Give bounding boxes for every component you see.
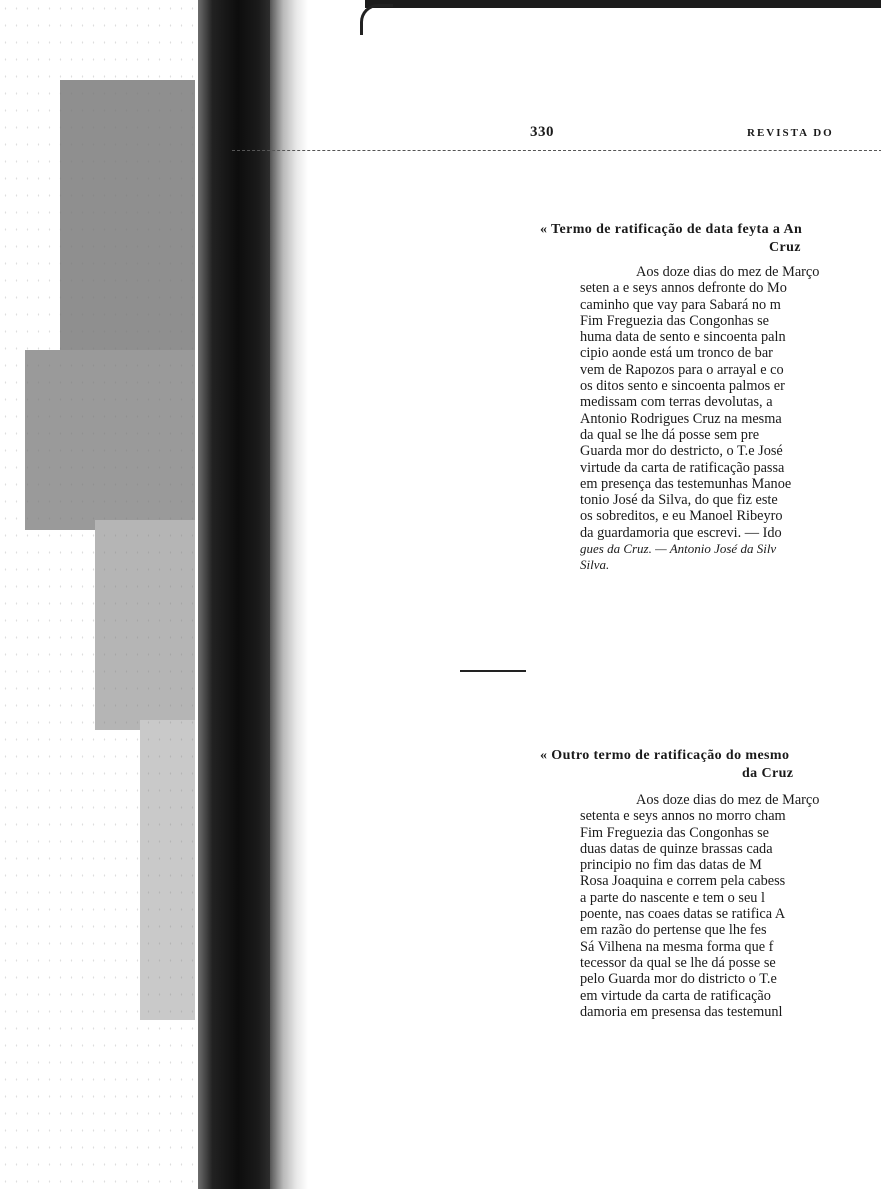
running-head: REVISTA DO (747, 127, 834, 139)
book-binding (198, 0, 278, 1189)
text-line: huma data de sento e sincoenta paln (580, 329, 786, 346)
text-line: Silva. (580, 557, 610, 573)
text-line: gues da Cruz. — Antonio José da Silv (580, 541, 777, 557)
section1-body (580, 264, 881, 574)
text-line: principio no fim das datas de M (580, 857, 762, 874)
text-line: em virtude da carta de ratificação (580, 987, 771, 1004)
text-line: Aos doze dias do mez de Março (636, 264, 820, 280)
section2-title-cont: da Cruz (742, 766, 794, 781)
header-rule (232, 150, 881, 151)
text-line: duas datas de quinze brassas cada (580, 840, 773, 857)
text-line: da guardamoria que escrevi. — Ido (580, 524, 782, 541)
text-line: Fim Freguezia das Congonhas se (580, 824, 770, 841)
text-line: seten a e seys annos defronte do Mo (580, 280, 787, 297)
binding-shadow (270, 0, 308, 1189)
text-line: caminho que vay para Sabará no m (580, 296, 781, 313)
text-line: em razão do pertense que lhe fes (580, 922, 767, 939)
text-line: tecessor da qual se lhe dá posse se (580, 954, 776, 971)
text-line: medissam com terras devolutas, a (580, 394, 773, 411)
text-line: poente, nas coaes datas se ratifica A (580, 906, 786, 923)
text-line: damoria em presensa das testemunl (580, 1003, 783, 1020)
scan-noise (0, 0, 205, 1189)
text-line: os sobreditos, e eu Manoel Ribeyro (580, 508, 783, 525)
text-line: setenta e seys annos no morro cham (580, 808, 786, 825)
text-line: tonio José da Silva, do que fiz este (580, 492, 778, 509)
text-line: Rosa Joaquina e correm pela cabess (580, 873, 786, 890)
text-line: Fim Freguezia das Congonhas se (580, 312, 770, 329)
text-line: pelo Guarda mor do districto o T.e (580, 971, 777, 988)
section1-title: « Termo de ratificação de data feyta a An (540, 222, 803, 237)
text-line: virtude da carta de ratificação passa (580, 459, 785, 476)
section2-body (580, 792, 881, 1020)
section1-title-cont: Cruz (769, 240, 801, 255)
text-line: Antonio Rodrigues Cruz na mesma (580, 410, 782, 427)
page-top-edge (365, 0, 881, 8)
text-line: vem de Rapozos para o arrayal e co (580, 361, 784, 378)
text-line: a parte do nascente e tem o seu l (580, 889, 765, 906)
page-number: 330 (530, 124, 554, 140)
section-separator (460, 670, 526, 672)
text-line: Aos doze dias do mez de Março (636, 792, 820, 808)
text-line: da qual se lhe dá posse sem pre (580, 426, 760, 443)
text-line: em presença das testemunhas Manoe (580, 475, 792, 492)
text-line: Sá Vilhena na mesma forma que f (580, 938, 774, 955)
text-line: Guarda mor do destricto, o T.e José (580, 443, 783, 460)
text-line: cipio aonde está um tronco de bar (580, 345, 773, 362)
section2-title: « Outro termo de ratificação do mesmo (540, 748, 790, 763)
page-corner (360, 4, 393, 35)
text-line: os ditos sento e sincoenta palmos er (580, 378, 785, 395)
